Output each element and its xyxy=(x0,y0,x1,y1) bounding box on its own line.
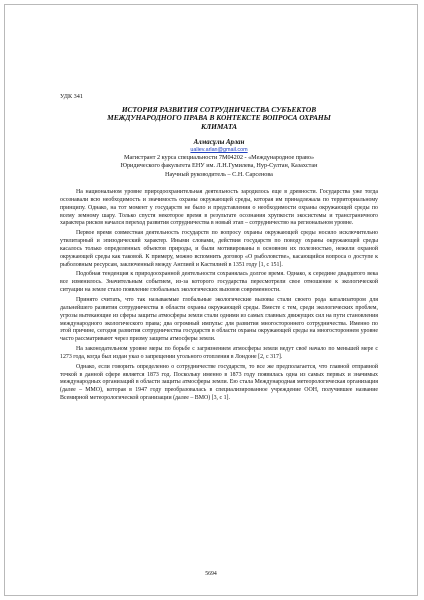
affiliation-line: Магистрант 2 курса специальности 7М04202 - «Международное право» xyxy=(123,153,315,161)
article-body xyxy=(60,93,378,405)
supervisor-line: Научный руководитель – С.Н. Сарсенова xyxy=(165,171,273,179)
author-email-link[interactable]: ualiev.arlan@gmail.com xyxy=(190,146,248,153)
paragraph: Принято считать, что так называемые глобальные экологические вызовы стали своего рода катализатором для дальнейшего развития сотрудничества в области охраны окружающей среды. Вместе с тем, среди экологических проблем, угрозы вытекающие из сферы защиты атмосферы земли стали одними из самых главных движущих сил на пути становления международного экологического права; два огромный импульс для развития многостороннего сотрудничества. Именно по этой причине, сегодня развития сотрудничества государств в области охраны окружающей среды на многостороннем уровне часто рассматривают через призму защиты атмосферы земли. xyxy=(60,296,378,343)
article-title: ИСТОРИЯ РАЗВИТИЯ СОТРУДНИЧЕСТВА СУБЪЕКТОВ МЕЖДУНАРОДНОГО ПРАВА В КОНТЕКСТЕ ВОПРОСА ОХРАНЫ КЛИМАТА xyxy=(107,104,331,132)
page-number: 5694 xyxy=(205,571,217,577)
paragraph: Подобная тенденция к природоохранной деятельности сохранялась долгое время. Однако, к середине двадцатого века все изменилось. Значительным событием, из-за которого государства пересмотрели свое отношение к экологической ситуации на земле стало появление глобальных экологических вызовов современности. xyxy=(60,271,378,294)
udk-code: УДК 341 xyxy=(60,93,83,100)
author-name: Алмасұлы Арлан xyxy=(193,138,245,146)
document-page xyxy=(4,4,418,596)
affiliation-line: Юридического факультета ЕНУ им. Л.Н.Гумилева, Нур-Султан, Казахстан xyxy=(120,162,318,170)
paragraph: Однако, если говорить определенно о сотрудничестве государств, то все же предполагается, что главной отправной точкой в данной сфере является 1873 год. Поскольку именно в 1873 году появилась одна из самых первых и значимых международных организаций в области защиты атмосферы земли. Ею стала Международная метеорологическая организация (далее – ММО), которая в 1947 году преобразовалась в специализированное учреждение ООН, получившее название Всемирной метеорологической организации (далее – ВМО) [3, с 1]. xyxy=(60,363,378,402)
paragraph: На национальном уровне природоохранительная деятельность зародилось еще в древности. Государства уже тогда осознавали всю необходимость и значимость охраны окружающей среды, которая им принадлежала по территориальному принципу. Однако, на тот момент у государств не было и представления о необходимости охраны окружающей среды по всему земному шару. Только спустя некоторое время в результате осознания хрупкости экосистемы и трансграничного характера рисков начался переход развития сотрудничества в новый этап – сотрудничество на региональном уровне. xyxy=(60,189,378,227)
paragraph: Первое время совместная деятельность государств по вопросу охраны окружающей среды носило исключительно утилитарный и эпизодический характер. Иными словами, действия государств по поводу охраны окружающей среды касалось только определенных объектов природы, и были мотивированы в основном их полезностью, нежели охраной окружающей среды как таковой. К примеру, можно вспомнить договор «О рыболовстве», касающийся вопроса о доступе к рыболовным ресурсам, заключенный между Англией и Кастилией в 1351 году [1, с 151]. xyxy=(60,230,378,268)
paragraph: На законодательном уровне меры по борьбе с загрязнением атмосферы земли ведут своё начало по меньшей мере с 1273 года, когда был издан указ о запрещении угольного отопления в Лондоне [2, с 317]. xyxy=(60,346,378,360)
affiliation-block xyxy=(60,154,378,180)
